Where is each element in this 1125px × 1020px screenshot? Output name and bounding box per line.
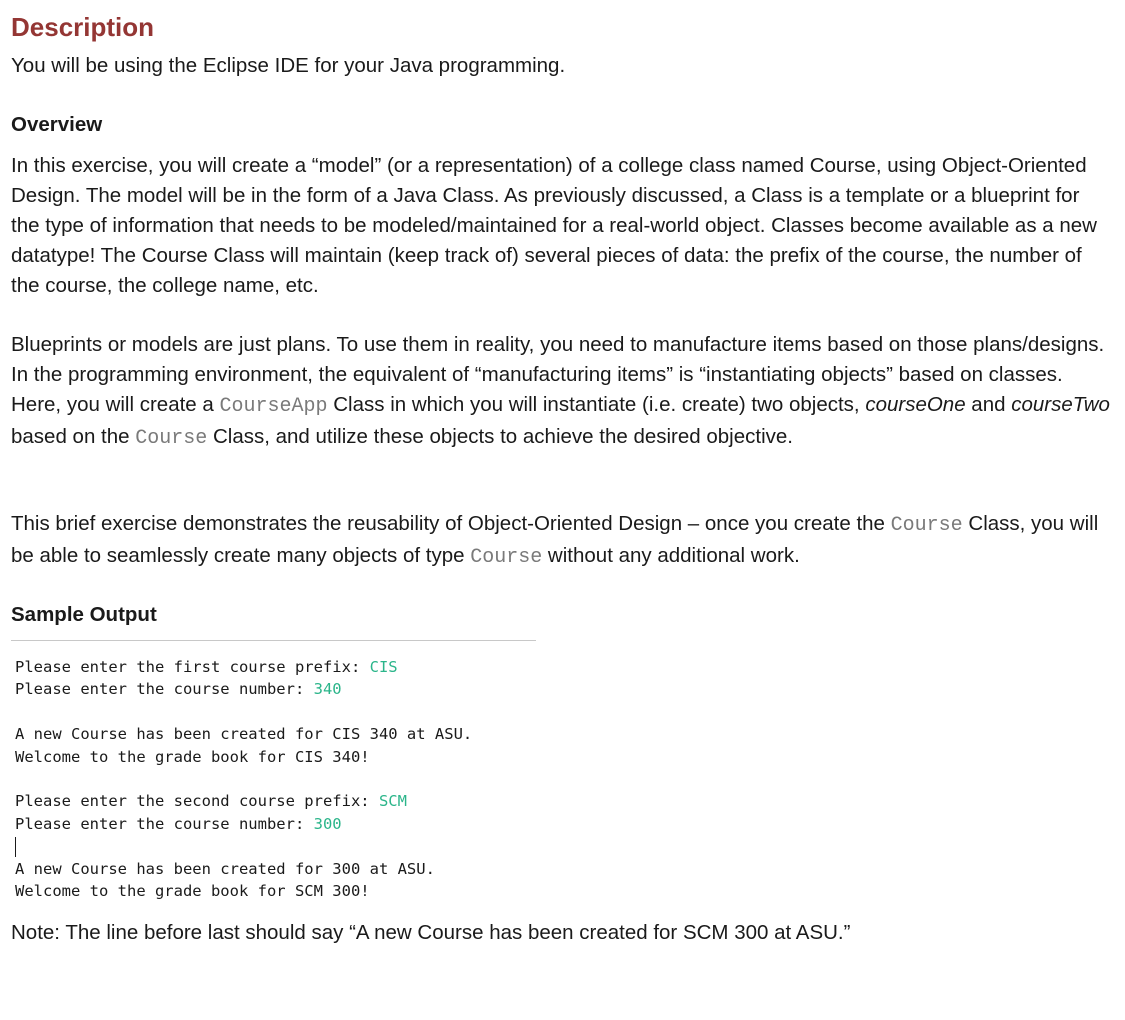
code-courseapp: CourseApp [219,395,328,418]
p2-text-4: based on the [11,425,136,448]
console-line: Please enter the first course prefix: CIS [15,658,398,676]
p2-text-3: and [965,393,1012,416]
p3-text-1: This brief exercise demonstrates the reusability of Object-Oriented Design – once you create the [11,512,891,535]
console-line [11,768,536,790]
sample-output-heading: Sample Output [11,603,157,626]
p2-text-1: Blueprints or models are just plans. To use them in reality, you need to manufacture items based on those plans/designs. In the programming environment, the equivalent of “manufacturing items” is “instantiating objects” based on classes. Here, you will create a [11,333,1105,416]
em-coursetwo: courseTwo [1011,393,1110,416]
console-line: Welcome to the grade book for SCM 300! [15,881,370,900]
text-cursor [15,837,16,857]
code-course: Course [890,514,963,537]
console-line: Please enter the second course prefix: SCM [15,792,407,811]
code-course: Course [135,427,208,450]
overview-paragraph-3 [11,509,1111,573]
overview-paragraph-1: In this exercise, you will create a “model” (or a representation) of a college class named Course, using Object-Oriented Design. The model will be in the form of a Java Class. As previously discussed, a Class is a template or a blueprint for the type of information that needs to be modeled/maintained for a real-world object. Classes become available as a new datatype! The Course Class will maintain (keep track of) several pieces of data: the prefix of the course, the number of the course, the college name, etc. [11,154,1097,297]
console-output [11,640,536,902]
page-title: Description [11,12,155,42]
console-line: A new Course has been created for CIS 340 at ASU. [15,725,473,744]
note-paragraph: Note: The line before last should say “A new Course has been created for SCM 300 at ASU.” [11,921,851,944]
console-line: Please enter the course number: 300 [15,814,342,833]
code-course: Course [470,546,543,569]
console-line: A new Course has been created for 300 at ASU. [15,859,435,878]
p2-text-5: Class, and utilize these objects to achieve the desired objective. [207,425,793,448]
p3-text-3: without any additional work. [542,544,800,567]
overview-heading: Overview [11,113,103,136]
document [11,12,1111,944]
intro-paragraph: You will be using the Eclipse IDE for your Java programming. [11,54,566,77]
p2-text-2: Class in which you will instantiate (i.e. create) two objects, [327,393,866,416]
p3-text-2: Class, you will be able to seamlessly create many objects of type [11,512,1099,567]
console-line: Please enter the course number: 340 [15,680,342,699]
console-line [11,701,536,723]
console-line: Welcome to the grade book for CIS 340! [15,747,370,766]
overview-paragraph-2 [11,330,1111,454]
em-courseone: courseOne [865,393,966,416]
console-line [11,835,536,857]
